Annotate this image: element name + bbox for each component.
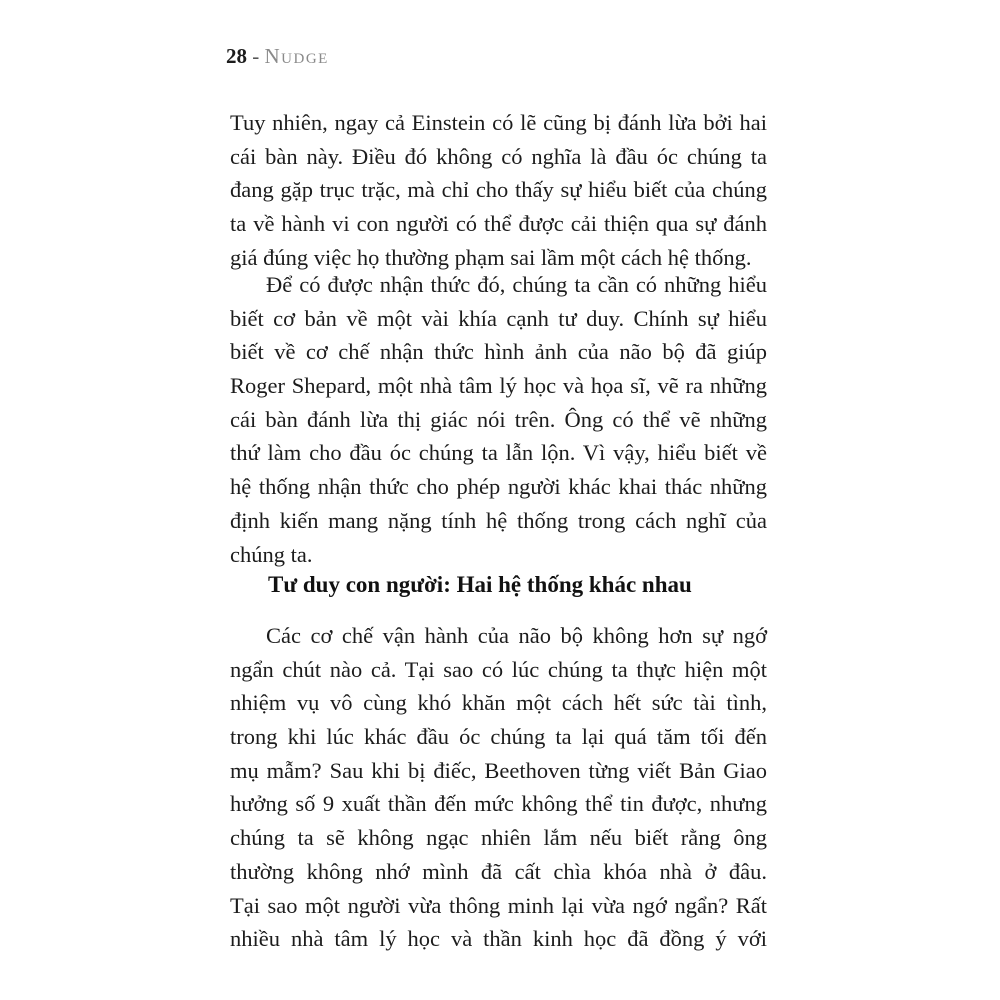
text-line: Tuy nhiên, ngay cả Einstein có lẽ cũng bị đánh lừa bởi hai [230,110,767,135]
text-line: ta về hành vi con người có thể được cải thiện qua sự đánh [230,211,767,237]
text-line: ngẩn chút nào cả. Tại sao có lúc chúng ta thực hiện một [230,656,767,682]
running-header [226,44,329,69]
text-line: biết cơ bản về một vài khía cạnh tư duy. Chính sự hiểu [230,305,767,331]
text-line: cái bàn đánh lừa thị giác nói trên. Ông có thể vẽ những [230,406,767,432]
text-line: mụ mẫm? Sau khi bị điếc, Beethoven từng viết Bản Giao [230,757,767,783]
text-line: cái bàn này. Điều đó không có nghĩa là đầu óc chúng ta [230,143,767,169]
page-number: 28 [226,44,247,68]
text-line: nhiều nhà tâm lý học và thần kinh học đã đồng ý với [230,926,767,952]
text-line: định kiến mang nặng tính hệ thống trong cách nghĩ của [230,507,767,533]
text-line: hệ thống nhận thức cho phép người khác khai thác những [230,474,767,500]
text-line: Tại sao một người vừa thông minh lại vừa ngớ ngẩn? Rất [230,892,767,918]
text-line: trong khi lúc khác đầu óc chúng ta lại quá tăm tối đến [230,724,767,750]
text-line: đang gặp trục trặc, mà chỉ cho thấy sự hiểu biết của chúng [230,177,767,203]
text-line: thứ làm cho đầu óc chúng ta lẫn lộn. Vì vậy, hiểu biết về [230,440,767,466]
text-line: chúng ta sẽ không ngạc nhiên lắm nếu biết rằng ông [230,825,767,851]
text-line: nhiệm vụ vô cùng khó khăn một cách hết sức tài tình, [230,690,767,716]
text-line: giá đúng việc họ thường phạm sai lầm một cách hệ thống. [230,244,752,270]
paragraph-2 [230,268,767,571]
text-line: chúng ta. [230,541,313,567]
text-line: biết về cơ chế nhận thức hình ảnh của não bộ đã giúp [230,339,767,365]
text-line: hưởng số 9 xuất thần đến mức không thể tin được, nhưng [230,791,767,817]
book-title: Nudge [264,44,329,68]
paragraph-3 [230,619,767,956]
section-heading: Tư duy con người: Hai hệ thống khác nhau [268,572,692,597]
header-separator: - [252,44,260,68]
text-line: thường không nhớ mình đã cất chìa khóa nhà ở đâu. [230,858,767,884]
text-line: Roger Shepard, một nhà tâm lý học và họa sĩ, vẽ ra những [230,373,767,399]
text-line: Để có được nhận thức đó, chúng ta cần có những hiểu [266,272,767,297]
text-line: Các cơ chế vận hành của não bộ không hơn sự ngớ [266,623,767,648]
paragraph-1 [230,106,767,274]
